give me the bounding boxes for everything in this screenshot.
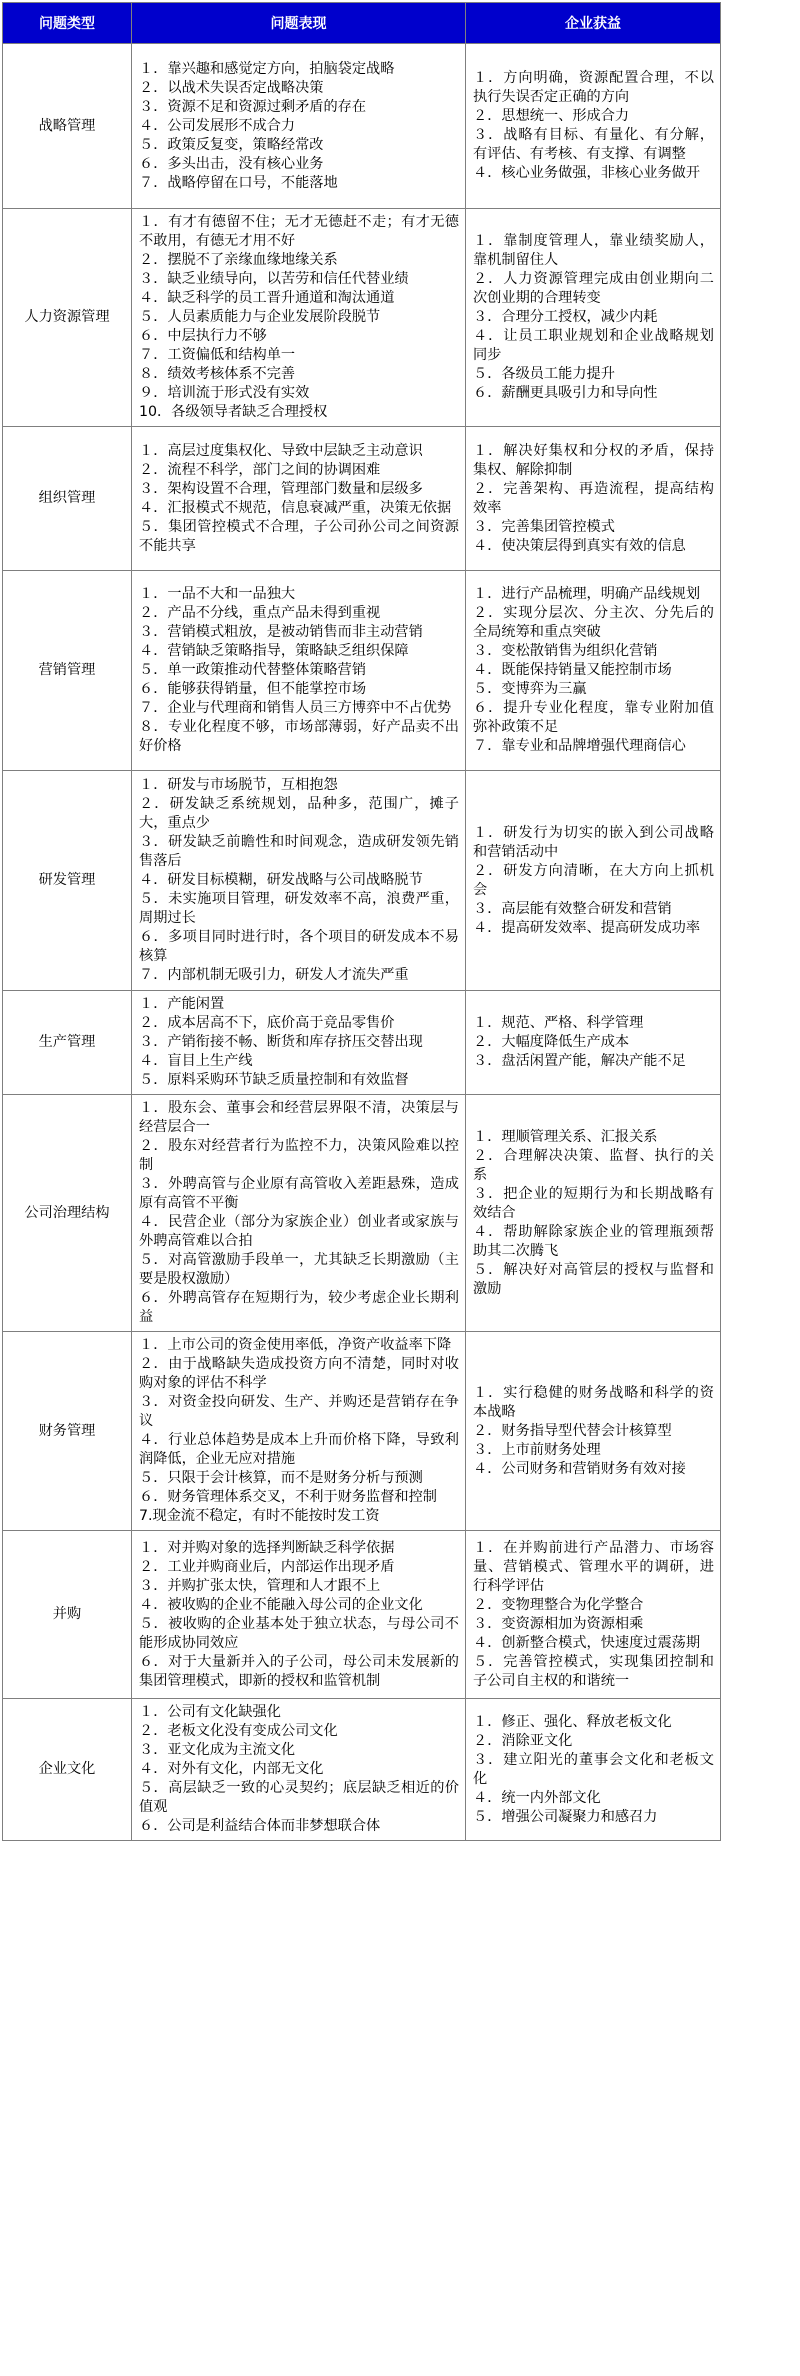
problems-cell — [132, 44, 466, 209]
table-row — [3, 44, 721, 209]
problem-item: ７．内部机制无吸引力，研发人才流失严重 — [139, 967, 409, 983]
problems-cell — [132, 1332, 466, 1531]
benefit-item: ６．薪酬更具吸引力和导向性 — [473, 385, 658, 401]
benefit-item: ２．大幅度降低生产成本 — [473, 1034, 630, 1050]
problem-item: ４．民营企业（部分为家族企业）创业者或家族与外聘高管难以合拍 — [139, 1214, 459, 1249]
header-problem-type: 问题类型 — [3, 3, 132, 44]
benefit-item: １．方向明确，资源配置合理，不以执行失误否定正确的方向 — [473, 70, 714, 105]
benefit-item: ５．完善管控模式，实现集团控制和子公司自主权的和谐统一 — [473, 1653, 714, 1689]
problem-item: ６．多头出击，没有核心业务 — [139, 155, 324, 172]
benefits-cell — [466, 771, 721, 991]
problem-benefit-table — [2, 2, 721, 1841]
problem-item: 10．各级领导者缺乏合理授权 — [139, 404, 328, 420]
problems-cell — [132, 1095, 466, 1332]
benefit-item: １．修正、强化、释放老板文化 — [473, 1713, 672, 1730]
problem-item: ３．架构设置不合理，管理部门数量和层级多 — [139, 480, 423, 497]
problem-item: ４．研发目标模糊，研发战略与公司战略脱节 — [139, 872, 423, 888]
benefit-item: １．解决好集权和分权的矛盾，保持集权、解除抑制 — [473, 442, 714, 478]
benefit-item: ２．完善架构、再造流程，提高结构效率 — [473, 480, 714, 516]
problem-item: ６．外聘高管存在短期行为，较少考虑企业长期利益 — [139, 1290, 459, 1325]
benefit-item: ３．完善集团管控模式 — [473, 518, 615, 535]
problems-cell — [132, 991, 466, 1095]
problem-item: １．有才有德留不住；无才无德赶不走；有才无德不敢用，有德无才用不好 — [139, 214, 459, 249]
benefit-item: ５．增强公司凝聚力和感召力 — [473, 1808, 658, 1825]
benefits-cell — [466, 427, 721, 571]
benefit-item: ２．合理解决决策、监督、执行的关系 — [473, 1147, 714, 1183]
problem-item: ６．公司是利益结合体而非梦想联合体 — [139, 1818, 381, 1834]
category-cell: 战略管理 — [3, 44, 132, 209]
benefit-item: ４．使决策层得到真实有效的信息 — [473, 537, 686, 554]
benefit-item: ４．让员工职业规划和企业战略规划同步 — [473, 328, 714, 363]
benefit-item: １．在并购前进行产品潜力、市场容量、营销模式、管理水平的调研，进行科学评估 — [473, 1539, 714, 1594]
benefit-item: ４．既能保持销量又能控制市场 — [473, 662, 672, 678]
problem-item: ２．研发缺乏系统规划，品种多，范围广，摊子大，重点少 — [139, 796, 459, 831]
benefit-item: ２．人力资源管理完成由创业期向二次创业期的合理转变 — [473, 271, 714, 306]
benefit-item: ３．高层能有效整合研发和营销 — [473, 900, 672, 917]
problem-item: ３．研发缺乏前瞻性和时间观念，造成研发领先销售落后 — [139, 834, 459, 869]
table-row — [3, 209, 721, 427]
problem-item: ３．缺乏业绩导向，以苦劳和信任代替业绩 — [139, 271, 409, 287]
problem-item: ２．以战术失误否定战略决策 — [139, 79, 324, 96]
benefits-cell — [466, 1699, 721, 1841]
problem-item: １．对并购对象的选择判断缺乏科学依据 — [139, 1539, 395, 1556]
benefit-item: ３．盘活闲置产能，解决产能不足 — [473, 1053, 686, 1069]
benefit-item: １．规范、严格、科学管理 — [473, 1015, 644, 1031]
benefit-item: ２．实现分层次、分主次、分先后的全局统筹和重点突破 — [473, 605, 714, 640]
benefit-item: ４．创新整合模式，快速度过震荡期 — [473, 1634, 701, 1651]
table-row — [3, 571, 721, 771]
problem-item: ４．被收购的企业不能融入母公司的企业文化 — [139, 1596, 423, 1613]
problem-item: ３．亚文化成为主流文化 — [139, 1742, 296, 1758]
problem-item: ３．外聘高管与企业原有高管收入差距悬殊，造成原有高管不平衡 — [139, 1176, 459, 1211]
problem-item: ４．盲目上生产线 — [139, 1053, 253, 1069]
problem-item: １．产能闲置 — [139, 996, 225, 1012]
problem-benefit-table-container — [2, 2, 720, 1841]
problem-item: ９．培训流于形式没有实效 — [139, 385, 310, 401]
problems-cell — [132, 209, 466, 427]
problem-item: ６．中层执行力不够 — [139, 328, 267, 344]
problem-item: ２．老板文化没有变成公司文化 — [139, 1723, 338, 1739]
benefit-item: １．靠制度管理人，靠业绩奖励人，靠机制留住人 — [473, 233, 714, 268]
problem-item: １．高层过度集权化、导致中层缺乏主动意识 — [139, 442, 423, 459]
problem-item: ４．行业总体趋势是成本上升而价格下降，导致利润降低，企业无应对措施 — [139, 1432, 459, 1467]
benefits-cell — [466, 1531, 721, 1699]
category-cell: 公司治理结构 — [3, 1095, 132, 1332]
problem-item: １．公司有文化缺强化 — [139, 1704, 281, 1720]
problem-item: ６．能够获得销量，但不能掌控市场 — [139, 681, 367, 697]
problem-item: ５．对高管激励手段单一，尤其缺乏长期激励（主要是股权激励） — [139, 1252, 459, 1287]
benefit-item: ４．核心业务做强，非核心业务做开 — [473, 165, 701, 181]
benefits-cell — [466, 1332, 721, 1531]
problem-item: ３．资源不足和资源过剩矛盾的存在 — [139, 98, 367, 115]
problem-item: ４．营销缺乏策略指导，策略缺乏组织保障 — [139, 643, 409, 659]
problem-item: １．股东会、董事会和经营层界限不清，决策层与经营层合一 — [139, 1100, 459, 1135]
problem-item: ２．成本居高不下，底价高于竞品零售价 — [139, 1015, 395, 1031]
benefit-item: ２．财务指导型代替会计核算型 — [473, 1422, 672, 1439]
benefit-item: ２．研发方向清晰，在大方向上抓机会 — [473, 862, 714, 898]
table-row — [3, 991, 721, 1095]
benefit-item: ５．解决好对高管层的授权与监督和激励 — [473, 1261, 714, 1297]
benefit-item: ５．变博弈为三赢 — [473, 681, 587, 697]
problem-item: １．一品不大和一品独大 — [139, 586, 296, 602]
problem-item: ４．对外有文化，内部无文化 — [139, 1761, 324, 1777]
benefits-cell — [466, 1095, 721, 1332]
table-row — [3, 427, 721, 571]
benefit-item: ４．统一内外部文化 — [473, 1789, 601, 1806]
table-header-row — [3, 3, 721, 44]
benefit-item: ３．合理分工授权，减少内耗 — [473, 309, 658, 325]
problem-item: ２．股东对经营者行为监控不力，决策风险难以控制 — [139, 1138, 459, 1173]
problem-item: ５．原料采购环节缺乏质量控制和有效监督 — [139, 1072, 409, 1088]
benefit-item: ２．消除亚文化 — [473, 1732, 573, 1749]
problem-item: ５．单一政策推动代替整体策略营销 — [139, 662, 367, 678]
category-cell: 组织管理 — [3, 427, 132, 571]
table-row — [3, 1699, 721, 1841]
problem-item: １．研发与市场脱节，互相抱怨 — [139, 777, 338, 793]
problem-item: ５．集团管控模式不合理，子公司孙公司之间资源不能共享 — [139, 518, 459, 554]
problem-item: ５．未实施项目管理，研发效率不高，浪费严重，周期过长 — [139, 891, 459, 926]
problems-cell — [132, 1531, 466, 1699]
problem-item: ６．对于大量新并入的子公司，母公司未发展新的集团管理模式，即新的授权和监管机制 — [139, 1653, 459, 1689]
problems-cell — [132, 571, 466, 771]
header-enterprise-benefits: 企业获益 — [466, 3, 721, 44]
problem-item: ７．企业与代理商和销售人员三方博弈中不占优势 — [139, 700, 452, 716]
problem-item: ４．汇报模式不规范，信息衰减严重，决策无依据 — [139, 499, 452, 516]
category-cell: 营销管理 — [3, 571, 132, 771]
problem-item: １．上市公司的资金使用率低，净资产收益率下降 — [139, 1337, 452, 1353]
benefit-item: １．研发行为切实的嵌入到公司战略和营销活动中 — [473, 824, 714, 860]
problem-item: ３．营销模式粗放，是被动销售而非主动营销 — [139, 624, 423, 640]
benefit-item: ３．变资源相加为资源相乘 — [473, 1615, 644, 1632]
problem-item: ５．高层缺乏一致的心灵契约；底层缺乏相近的价值观 — [139, 1780, 459, 1815]
benefit-item: ３．战略有目标、有量化、有分解，有评估、有考核、有支撑、有调整 — [473, 127, 714, 162]
benefit-item: ３．建立阳光的董事会文化和老板文化 — [473, 1751, 714, 1787]
benefit-item: １．进行产品梳理，明确产品线规划 — [473, 586, 701, 602]
problem-item: ６．多项目同时进行时，各个项目的研发成本不易核算 — [139, 929, 459, 964]
category-cell: 财务管理 — [3, 1332, 132, 1531]
problem-item: ３．并购扩张太快，管理和人才跟不上 — [139, 1577, 381, 1594]
category-cell: 生产管理 — [3, 991, 132, 1095]
problem-item: ４．公司发展形不成合力 — [139, 117, 296, 134]
problem-item: ２．由于战略缺失造成投资方向不清楚，同时对收购对象的评估不科学 — [139, 1356, 459, 1391]
category-cell: 企业文化 — [3, 1699, 132, 1841]
problem-item: ２．摆脱不了亲缘血缘地缘关系 — [139, 252, 338, 268]
problem-item: ２．产品不分线，重点产品未得到重视 — [139, 605, 381, 621]
table-row — [3, 1095, 721, 1332]
category-cell: 并购 — [3, 1531, 132, 1699]
benefits-cell — [466, 991, 721, 1095]
benefit-item: ４．公司财务和营销财务有效对接 — [473, 1460, 686, 1477]
problem-item: ７．工资偏低和结构单一 — [139, 347, 296, 363]
benefit-item: １．理顺管理关系、汇报关系 — [473, 1128, 658, 1145]
table-row — [3, 771, 721, 991]
problem-item: ５．只限于会计核算，而不是财务分析与预测 — [139, 1470, 423, 1486]
benefit-item: ３．把企业的短期行为和长期战略有效结合 — [473, 1185, 714, 1221]
benefits-cell — [466, 44, 721, 209]
problem-item: ６．财务管理体系交叉，不利于财务监督和控制 — [139, 1489, 437, 1505]
category-cell: 人力资源管理 — [3, 209, 132, 427]
problems-cell — [132, 1699, 466, 1841]
table-body — [3, 44, 721, 1841]
benefit-item: ５．各级员工能力提升 — [473, 366, 615, 382]
benefit-item: ７．靠专业和品牌增强代理商信心 — [473, 738, 686, 754]
table-row — [3, 1531, 721, 1699]
problem-item: ５．人员素质能力与企业发展阶段脱节 — [139, 309, 381, 325]
problem-item: ３．产销衔接不畅、断货和库存挤压交替出现 — [139, 1034, 423, 1050]
benefits-cell — [466, 571, 721, 771]
table-row — [3, 1332, 721, 1531]
problem-item: ７．战略停留在口号，不能落地 — [139, 174, 338, 191]
benefit-item: １．实行稳健的财务战略和科学的资本战略 — [473, 1384, 714, 1420]
problem-item: ５．被收购的企业基本处于独立状态，与母公司不能形成协同效应 — [139, 1615, 459, 1651]
problem-item: ８．绩效考核体系不完善 — [139, 366, 296, 382]
benefit-item: ３．变松散销售为组织化营销 — [473, 643, 658, 659]
problem-item: 7.现金流不稳定，有时不能按时发工资 — [139, 1508, 380, 1524]
problem-item: ３．对资金投向研发、生产、并购还是营销存在争议 — [139, 1394, 459, 1429]
benefit-item: ２．变物理整合为化学整合 — [473, 1596, 644, 1613]
benefit-item: ３．上市前财务处理 — [473, 1441, 601, 1458]
problem-item: １．靠兴趣和感觉定方向，拍脑袋定战略 — [139, 60, 395, 77]
header-problem-symptoms: 问题表现 — [132, 3, 466, 44]
problem-item: ８．专业化程度不够，市场部薄弱，好产品卖不出好价格 — [139, 719, 459, 754]
benefit-item: ４．提高研发效率、提高研发成功率 — [473, 919, 701, 936]
problem-item: ２．流程不科学，部门之间的协调困难 — [139, 461, 381, 478]
benefit-item: ２．思想统一、形成合力 — [473, 108, 630, 124]
category-cell: 研发管理 — [3, 771, 132, 991]
problem-item: ４．缺乏科学的员工晋升通道和淘汰通道 — [139, 290, 395, 306]
problems-cell — [132, 427, 466, 571]
benefit-item: ４．帮助解除家族企业的管理瓶颈帮助其二次腾飞 — [473, 1223, 714, 1259]
problems-cell — [132, 771, 466, 991]
problem-item: ２．工业并购商业后，内部运作出现矛盾 — [139, 1558, 395, 1575]
benefits-cell — [466, 209, 721, 427]
benefit-item: ６．提升专业化程度，靠专业附加值弥补政策不足 — [473, 700, 714, 735]
problem-item: ５．政策反复变，策略经常改 — [139, 136, 324, 153]
